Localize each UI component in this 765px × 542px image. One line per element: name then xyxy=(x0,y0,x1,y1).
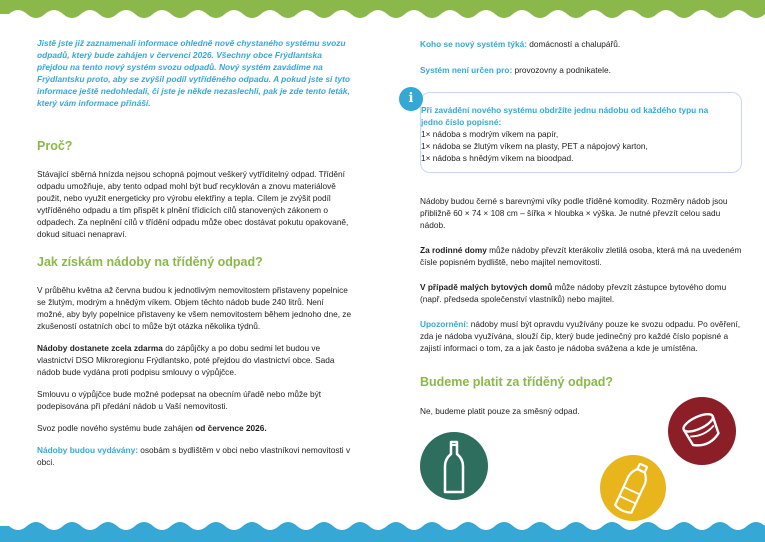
info-item: 1× nádoba s hnědým víkem na bioodpad. xyxy=(421,153,574,164)
family-houses-bold: Za rodinné domy xyxy=(420,245,487,256)
jak-paragraph-2 xyxy=(37,342,353,378)
start-date-bold: od července 2026. xyxy=(195,423,267,434)
section-platit-title: Budeme platit za tříděný odpad? xyxy=(420,375,614,390)
jak-paragraph-1: V průběhu května až června budou k jednotlivým nemovitostem přistaveny popelnice se žlutým, modrým a hnědým víkem. Objem těchto nádob bude 240 litrů. Není možné, aby byly popelnice přistaveny ke všem nemovitostem během jednoho dne, ze zkušeností ostatních obcí to může být otázka několika týdnů. xyxy=(37,284,352,331)
koho-text: domácností a chalupářů. xyxy=(526,39,621,49)
info-icon: i xyxy=(399,87,423,111)
warning-rest: nádoby musí být opravdu využívány pouze ke svozu odpadu. Po ověření, zda je nádoba využívána, slouží čip, který bude jedinečný pro každé číslo popisné a zajistí informaci o tom, za a jak často je nádoba svážena a kde je umístěna. xyxy=(420,319,741,354)
bins-description: Nádoby budou černé s barevnými víky podle tříděné komodity. Rozměry nádob jsou přibližně 60 × 74 × 108 cm – šířka × hloubka × výška. Je nutné převzít celou sadu nádob. xyxy=(420,196,728,231)
glass-bottle-icon xyxy=(420,432,488,500)
info-item: 1× nádoba se žlutým víkem na plasty, PET a nápojový karton, xyxy=(421,141,648,152)
koho-line xyxy=(420,38,742,50)
koho-label: Koho se nový systém týká: xyxy=(420,39,527,49)
section-proc-text: Stávající sběrná hnízda nejsou schopná pojmout veškerý vytříditelný odpad. Třídění odpadu umožňuje, aby tento odpad mohl být buď recyklován a znovu materiálově použit, nebo využit energeticky pro výrobu elektřiny a tepla. Cílem je zvýšit podíl vytříděného odpadu a tím přispět k plnění třídicích cílů stanovených zákonem o odpadech. Za neplnění cílů v třídění odpadu může obec dostávat pokutu opakovaně, dokud situaci nenapraví. xyxy=(37,168,349,239)
top-wave-border xyxy=(0,0,765,24)
info-item: 1× nádoba s modrým víkem na papír, xyxy=(421,129,559,140)
jak-paragraph-4 xyxy=(37,422,353,434)
apartment-houses-bold: V případě malých bytových domů xyxy=(420,282,553,293)
plastic-bottle-icon xyxy=(600,455,666,521)
jak-paragraph-3: Smlouvu o výpůjčce bude možné podepsat na obecním úřadě nebo může být podepisována při předání nádob u Vaší nemovitosti. xyxy=(37,388,322,411)
neni-label: Systém není určen pro: xyxy=(420,65,513,76)
family-houses-text xyxy=(420,244,742,268)
right-column xyxy=(408,38,742,427)
section-jak-title: Jak získám nádoby na tříděný odpad? xyxy=(37,254,263,269)
bottom-wave-border xyxy=(0,516,765,542)
info-box xyxy=(408,91,742,173)
intro-text: Jistě jste již zaznamenali informace ohledně nově chystaného systému svozu odpadů, který bude zahájen v červenci 2026. Všechny obce Frýdlantska přejdou na tento nový systém svozu odpadů. Nový systém zavádíme na Frýdlantsku proto, aby se zvýšil podíl vytříděného odpadu. A pokud jste si tyto informace ještě nedohledali, či jste je někde nezaslechli, pak je zde tento leták, který vám informace přináší. xyxy=(37,38,351,108)
warning-text xyxy=(420,318,742,354)
section-platit-text: Ne, budeme platit pouze za směsný odpad. xyxy=(420,406,580,417)
family-houses-rest: může nádoby převzít kterákoliv zletilá osoba, která má na uvedeném čísle popisném bydliště, nebo majitel nemovitosti. xyxy=(420,245,742,268)
jak-paragraph-5 xyxy=(37,444,353,468)
issued-label: Nádoby budou vydávány: xyxy=(37,445,138,456)
free-bins-text: do zápůjčky a po dobu sedmi let budou ve vlastnictví DSO Mikroregionu Frýdlantsko, poté přejdou do vlastnictví obce. Sada nádob bude vydána proti podpisu smlouvy o výpůjčce. xyxy=(37,342,335,377)
free-bins-bold: Nádoby dostanete zcela zdarma xyxy=(37,342,163,353)
neni-line xyxy=(420,64,742,76)
left-column xyxy=(37,38,353,478)
start-text: Svoz podle nového systému bude zahájen xyxy=(37,423,196,434)
warning-label: Upozornění: xyxy=(420,319,469,330)
section-proc-title: Proč? xyxy=(37,138,73,153)
info-heading: Při zavádění nového systému obdržíte jednu nádobu od každého typu na jedno číslo popisné: xyxy=(421,105,709,128)
apartment-houses-text xyxy=(420,281,742,305)
can-icon xyxy=(668,397,736,465)
apartment-houses-rest: může nádoby převzít zástupce bytového domu (např. předseda společenství vlastníků) nebo majitel. xyxy=(420,282,727,305)
neni-text: provozovny a podnikatele. xyxy=(512,65,611,76)
issued-text: osobám s bydlištěm v obci nebo vlastníkovi nemovitosti v obci. xyxy=(37,445,351,468)
